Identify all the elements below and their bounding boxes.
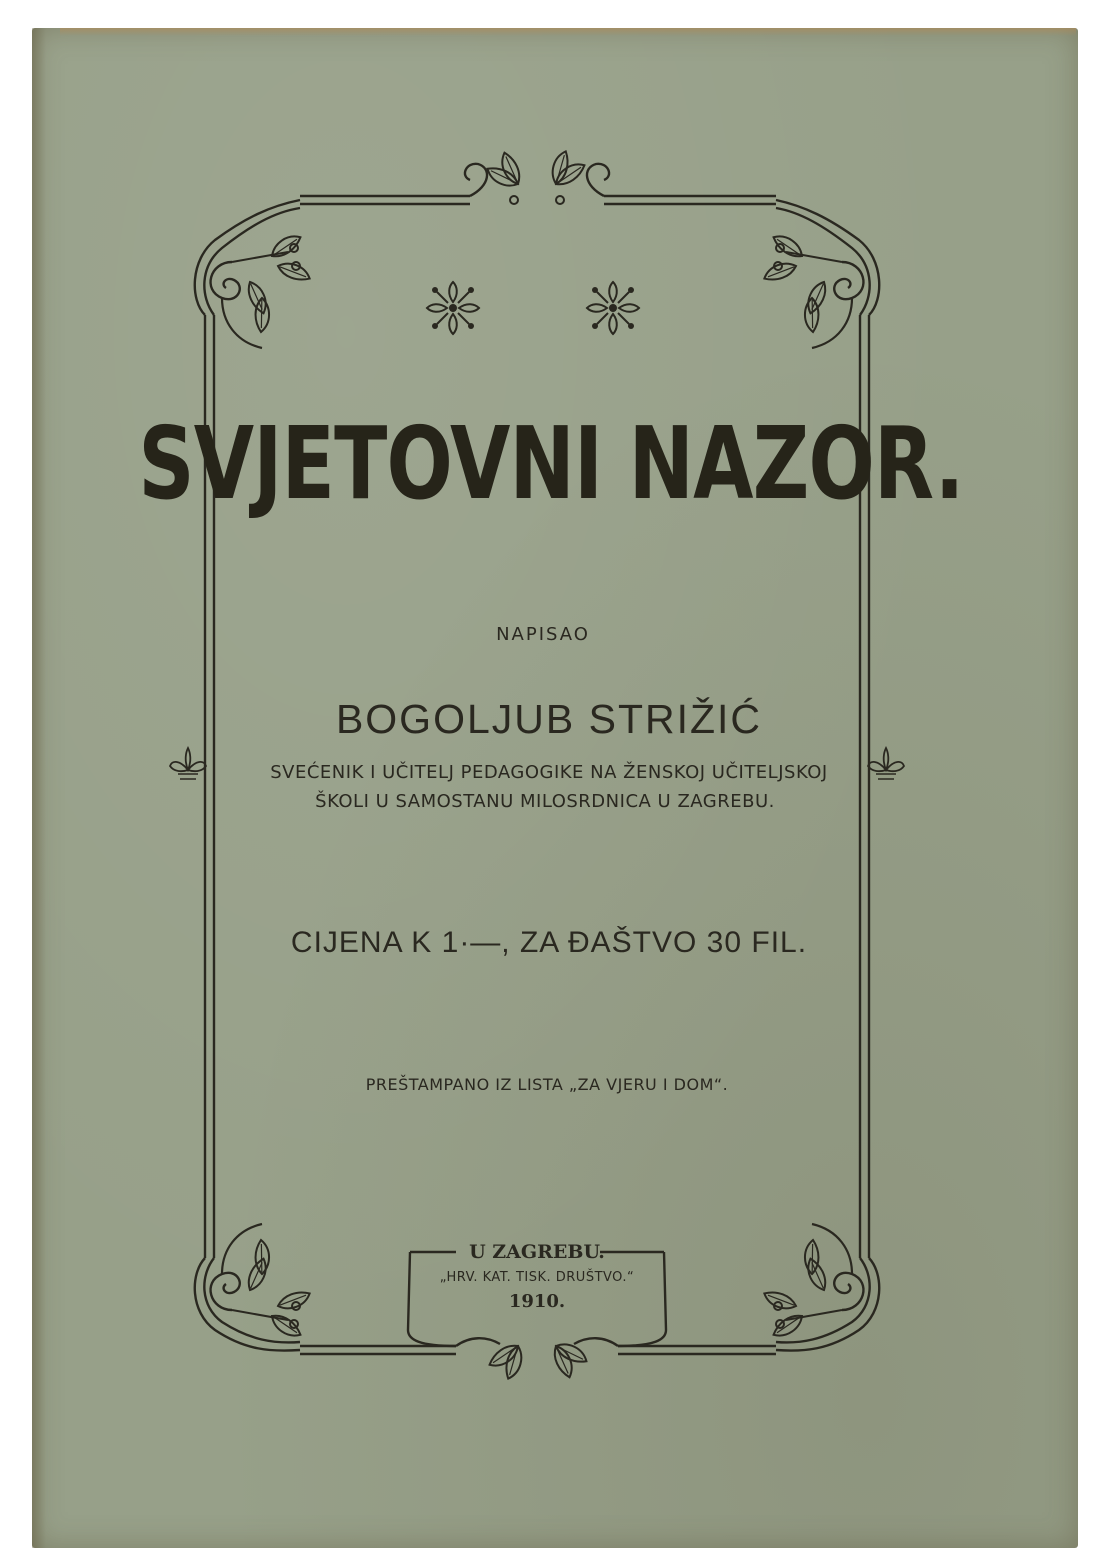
page-title: SVJETOVNI NAZOR. — [138, 405, 964, 522]
right-rosette-icon — [587, 282, 639, 334]
top-center-leaf-icon-2 — [548, 149, 588, 204]
bottom-center-leaf-icon-2 — [551, 1339, 590, 1380]
top-center-leaf-icon — [484, 150, 523, 204]
imprint-publisher: „HRV. KAT. TISK. DRUŠTVO.“ — [439, 1270, 635, 1285]
byline-label: NAPISAO — [496, 624, 590, 645]
reprint-note: PREŠTAMPANO IZ LISTA „ZA VJERU I DOM“. — [365, 1075, 729, 1094]
frame-lines — [195, 164, 879, 1354]
left-rosette-icon — [427, 282, 479, 334]
price-line: CIJENA K 1·—, ZA ĐAŠTVO 30 FIL. — [290, 926, 808, 959]
bottom-center-leaf-icon — [486, 1342, 526, 1381]
top-left-corner-ornament-icon — [211, 232, 313, 348]
top-right-corner-ornament-icon — [762, 232, 864, 348]
author-description-line2: ŠKOLI U SAMOSTANU MILOSRDNICA U ZAGREBU. — [315, 791, 775, 812]
author-description-line1: SVEĆENIK I UČITELJ PEDAGOGIKE NA ŽENSKOJ UČITELJSKOJ — [270, 762, 828, 783]
author-name: BOGOLJUB STRIŽIĆ — [335, 696, 763, 742]
imprint-place: U ZAGREBU. — [469, 1241, 605, 1263]
imprint-year: 1910. — [508, 1291, 566, 1312]
